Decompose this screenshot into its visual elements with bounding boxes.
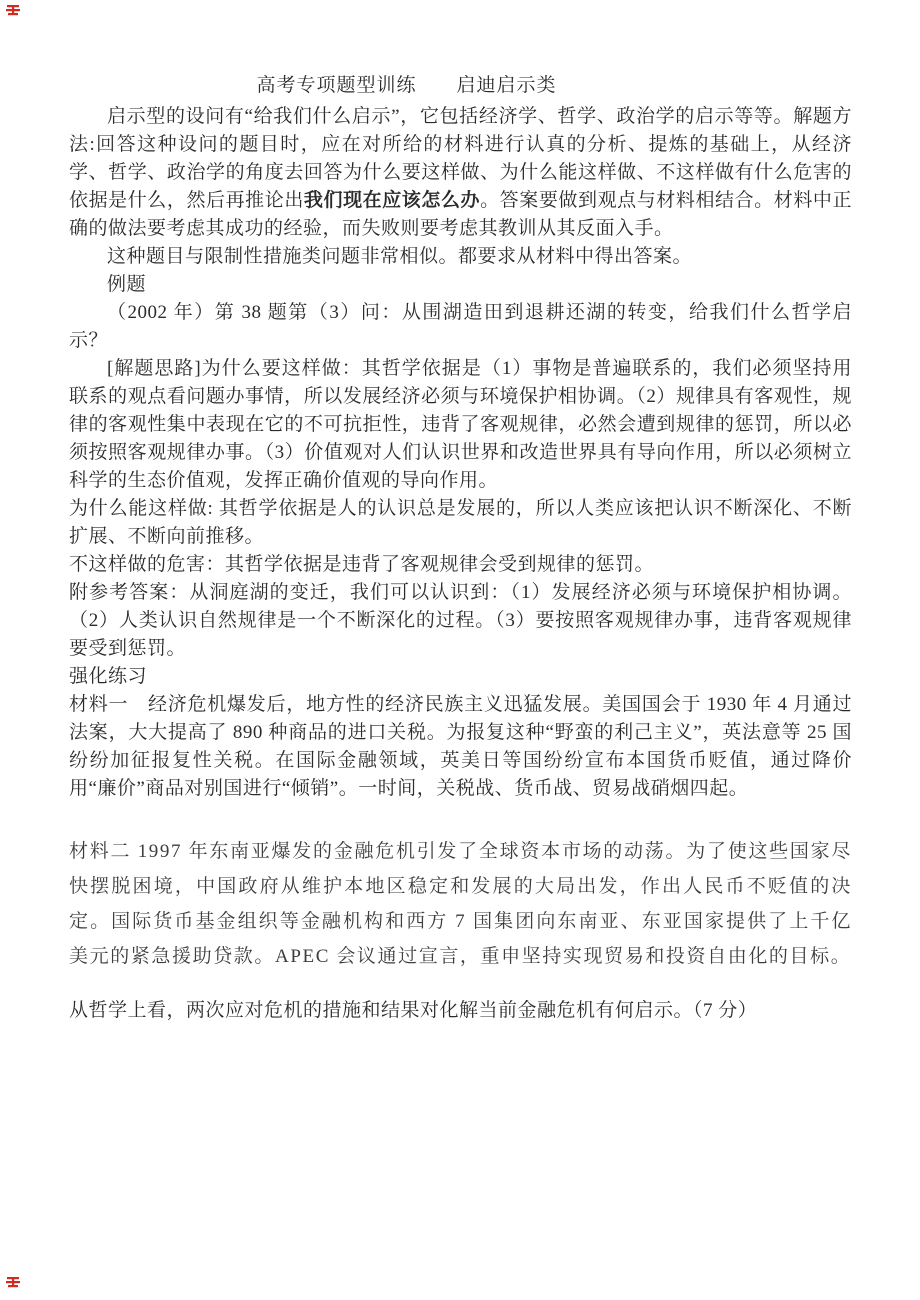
final-question-paragraph: 从哲学上看，两次应对危机的措施和结果对化解当前金融危机有何启示。（7 分） xyxy=(69,1000,758,1021)
page-title xyxy=(15,72,798,100)
material-two-paragraph: 材料二 1997 年东南亚爆发的金融危机引发了全球资本市场的动荡。为了使这些国家尽快摆脱困境，中国政府从维护本地区稳定和发展的大局出发，作出人民币不贬值的决定。国际货币基金组织等金融机构和西方 7 国集团向东南亚、东亚国家提供了上千亿美元的紧急援助贷款。APEC 会议通过宣言，重申坚持实现贸易和投资自由化的目标。 xyxy=(69,841,852,967)
intro-paragraph xyxy=(69,103,852,243)
example-question-paragraph: （2002 年）第 38 题第（3）问：从围湖造田到退耕还湖的转变，给我们什么哲学启示？ xyxy=(69,302,852,351)
analysis-how-paragraph: 为什么能这样做: 其哲学依据是人的认识总是发展的，所以人类应该把认识不断深化、不断扩展、不断向前推移。 xyxy=(69,498,852,547)
document-body xyxy=(69,72,852,1025)
analysis-why-paragraph: [解题思路]为什么要这样做：其哲学依据是（1）事物是普遍联系的，我们必须坚持用联系的观点看问题办事情，所以发展经济必须与环境保护相协调。（2）规律具有客观性，规律的客观性集中表现在它的不可抗拒性，违背了客观规律，必然会遭到规律的惩罚，所以必须按照客观规律办事。（3）价值观对人们认识世界和改造世界具有导向作用，所以必须树立科学的生态价值观，发挥正确价值观的导向作用。 xyxy=(69,358,852,491)
intro-text-post: 。答案要做到观点与材料相结合。材料中正确的做法要考虑其成功的经验，而失败则要考虑其教训从其反面入手。 xyxy=(69,190,852,239)
similarity-note-paragraph: 这种题目与限制性措施类问题非常相似。都要求从材料中得出答案。 xyxy=(107,246,693,267)
intro-text-bold: 我们现在应该怎么办 xyxy=(303,190,481,211)
topic-title-text: 启迪启示类 xyxy=(456,75,557,96)
intro-text-pre: 启示型的设问有“给我们什么启示”，它包括经济学、哲学、政治学的启示等等。解题方法:回答这种设问的题目时，应在对所给的材料进行认真的分析、提炼的基础上，从经济学、哲学、政治学的角度去回答为什么要这样做、为什么能这样做、不这样做有什么危害的依据是什么，然后再推论出 xyxy=(69,106,852,211)
material-one-paragraph: 材料一 经济危机爆发后，地方性的经济民族主义迅猛发展。美国国会于 1930 年 4 月通过法案，大大提高了 890 种商品的进口关税。为报复这种“野蛮的利己主义”，英法意等 25 国纷纷加征报复性关税。在国际金融领域，英美日等国纷纷宣布本国货币贬值，通过降价用“廉价”商品对别国进行“倾销”。一时间，关税战、货币战、贸易战硝烟四起。 xyxy=(69,694,852,799)
red-seal-mark-icon xyxy=(6,1276,21,1289)
analysis-harm-paragraph: 不这样做的危害：其哲学依据是违背了客观规律会受到规律的惩罚。 xyxy=(69,554,655,575)
example-label: 例题 xyxy=(107,274,147,295)
practice-label: 强化练习 xyxy=(69,666,148,687)
reference-answer-paragraph: 附参考答案：从洞庭湖的变迁，我们可以认识到：（1）发展经济必须与环境保护相协调。（2）人类认识自然规律是一个不断深化的过程。（3）要按照客观规律办事，违背客观规律要受到惩罚。 xyxy=(69,582,852,659)
course-title-text: 高考专项题型训练 xyxy=(256,75,417,96)
red-seal-mark-icon xyxy=(6,4,21,17)
